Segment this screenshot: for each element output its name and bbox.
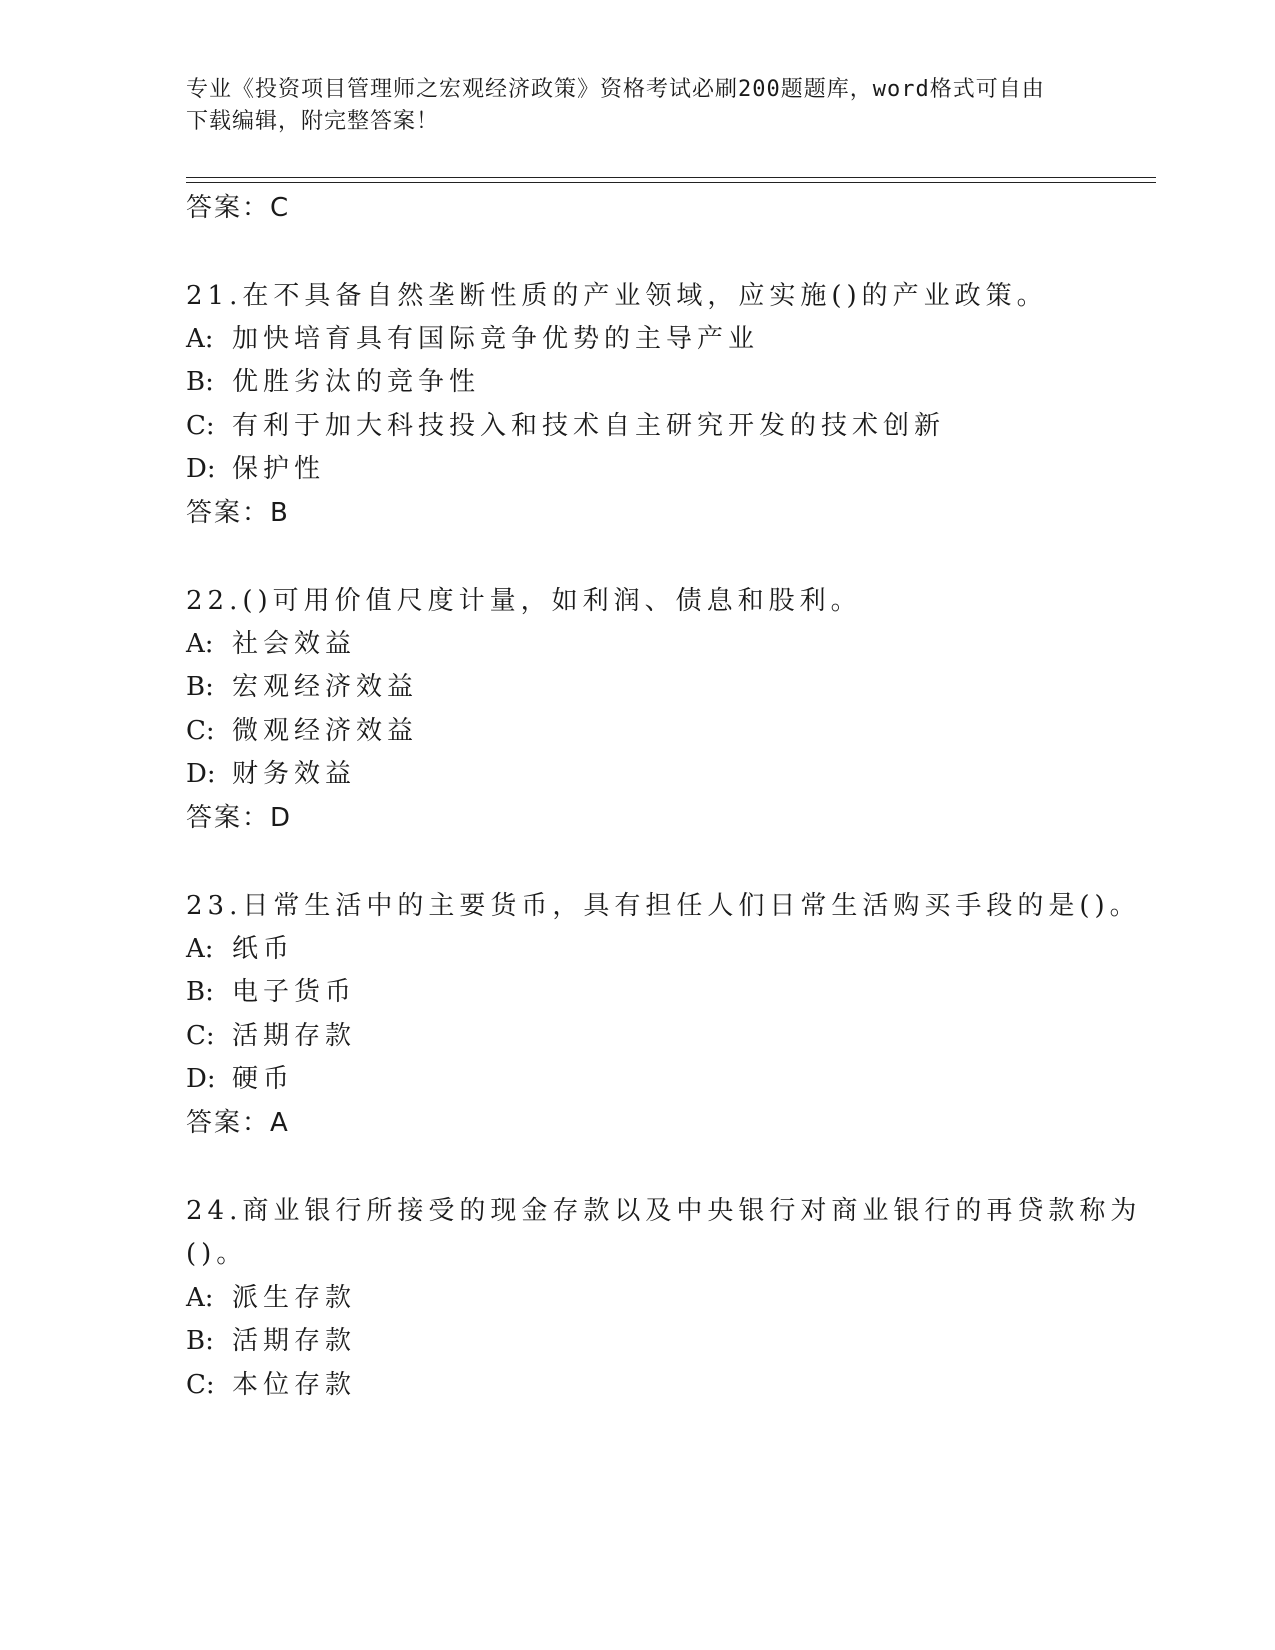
option-text: 硬币 [232, 1064, 295, 1094]
option-b [186, 1320, 356, 1357]
option-text: 本位存款 [232, 1370, 357, 1400]
option-a [186, 318, 759, 355]
option-text: 宏观经济效益 [232, 672, 419, 702]
option-text: 电子货币 [232, 977, 357, 1007]
header-divider-line [186, 182, 1156, 183]
answer-line: 答案：D [186, 803, 293, 833]
question-stem: 23.日常生活中的主要货币，具有担任人们日常生活购买手段的是()。 [186, 891, 1141, 921]
document-header: 专业《投资项目管理师之宏观经济政策》资格考试必刷200题题库，word格式可自由下载编辑，附完整答案！ [186, 77, 1045, 134]
option-text: 加快培育具有国际竞争优势的主导产业 [232, 324, 760, 354]
option-text: 财务效益 [232, 759, 357, 789]
option-letter: A: [186, 629, 214, 659]
option-c [186, 405, 945, 442]
option-text: 纸币 [232, 934, 295, 964]
option-text: 微观经济效益 [232, 716, 419, 746]
answer-line: 答案：A [186, 1108, 290, 1138]
option-d [186, 753, 356, 790]
option-c [186, 1015, 356, 1052]
option-letter: B: [186, 672, 214, 702]
answer-line: 答案：C [186, 193, 291, 223]
option-text: 优胜劣汰的竞争性 [232, 367, 481, 397]
question-stem: 21.在不具备自然垄断性质的产业领域，应实施()的产业政策。 [186, 281, 1048, 311]
option-b [186, 971, 356, 1008]
option-letter: B: [186, 367, 214, 397]
option-letter: B: [186, 977, 214, 1007]
option-a [186, 928, 294, 965]
answer-line: 答案：B [186, 498, 290, 528]
option-a [186, 623, 356, 660]
option-letter: C: [186, 1021, 215, 1051]
option-text: 社会效益 [232, 629, 357, 659]
option-c [186, 1364, 356, 1401]
option-text: 保护性 [232, 454, 326, 484]
option-d [186, 448, 325, 485]
option-letter: A: [186, 934, 214, 964]
option-b [186, 361, 480, 398]
option-text: 活期存款 [232, 1326, 357, 1356]
option-letter: D: [186, 759, 216, 789]
option-letter: C: [186, 411, 215, 441]
option-text: 有利于加大科技投入和技术自主研究开发的技术创新 [232, 411, 946, 441]
option-a [186, 1277, 356, 1314]
option-letter: A: [186, 1283, 214, 1313]
option-b [186, 666, 418, 703]
question-stem: 22.()可用价值尺度计量，如利润、债息和股利。 [186, 586, 862, 616]
option-c [186, 710, 418, 747]
header-divider-line [186, 177, 1156, 178]
option-text: 活期存款 [232, 1021, 357, 1051]
option-letter: A: [186, 324, 214, 354]
option-text: 派生存款 [232, 1283, 357, 1313]
option-letter: B: [186, 1326, 214, 1356]
option-letter: C: [186, 716, 215, 746]
option-letter: C: [186, 1370, 215, 1400]
question-stem: 24.商业银行所接受的现金存款以及中央银行对商业银行的再贷款称为 [186, 1196, 1142, 1226]
question-stem-continued: ()。 [186, 1239, 248, 1269]
option-d [186, 1058, 294, 1095]
option-letter: D: [186, 1064, 216, 1094]
option-letter: D: [186, 454, 216, 484]
